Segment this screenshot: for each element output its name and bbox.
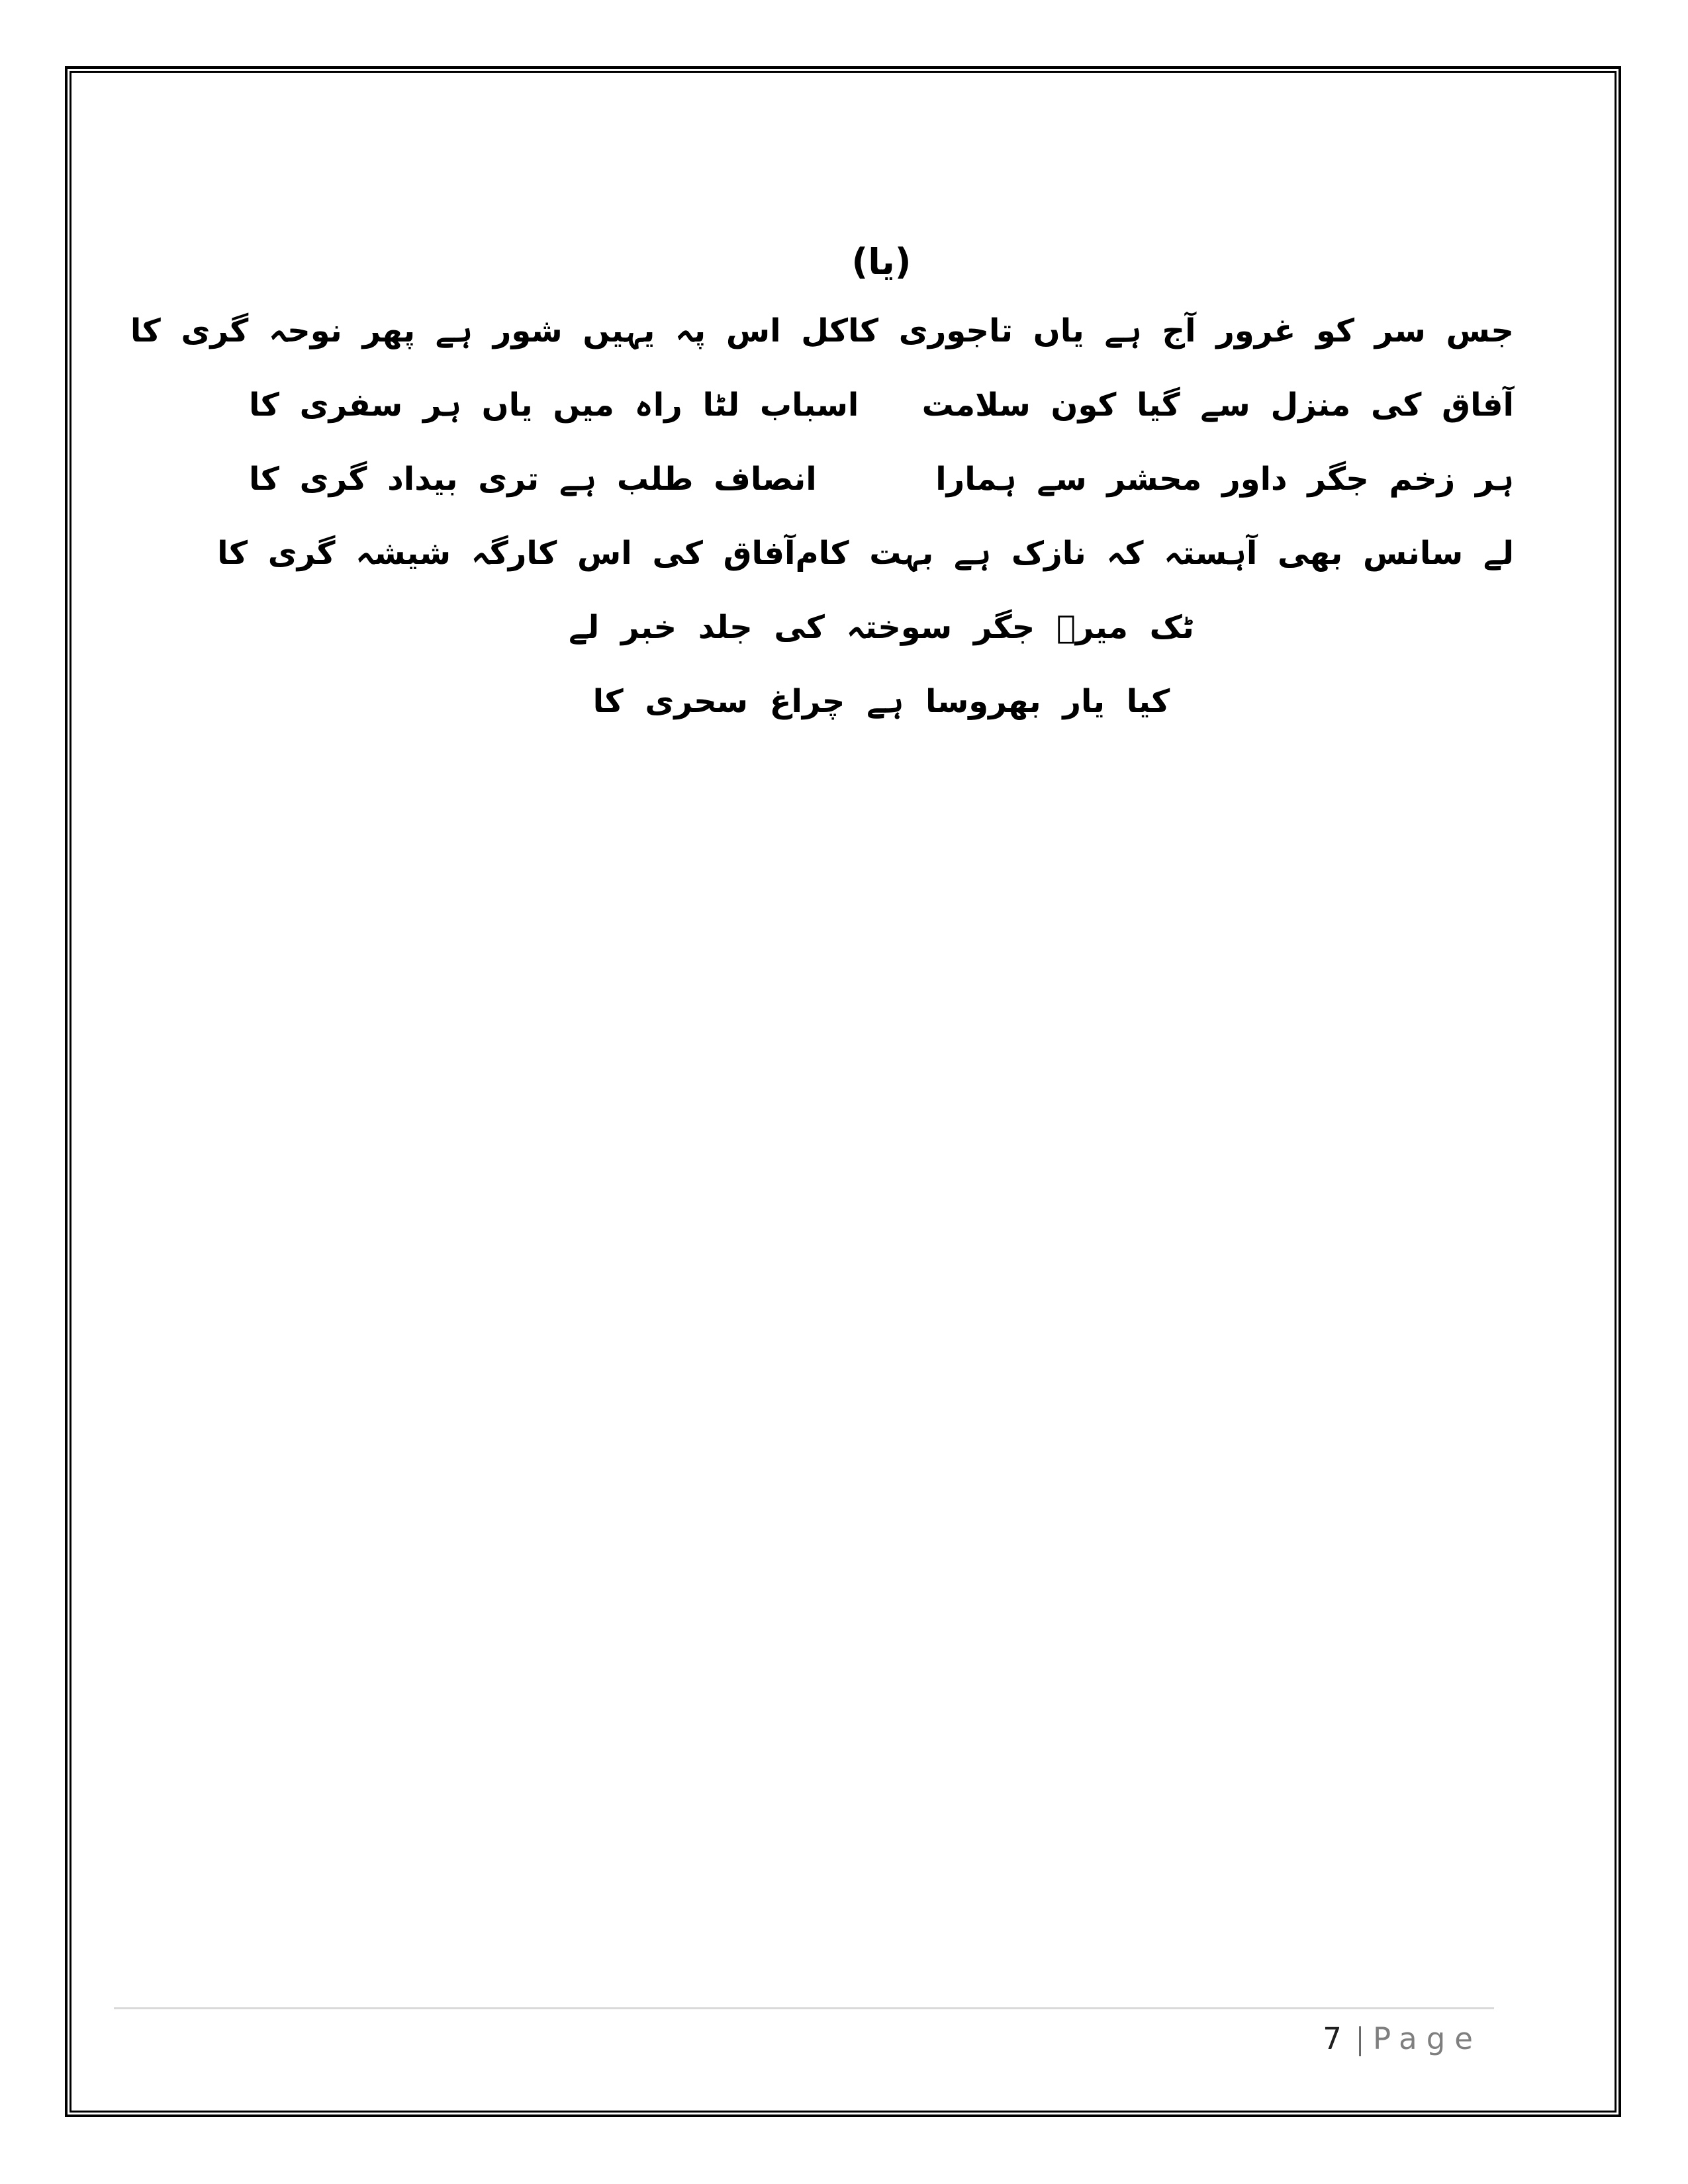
footer-page-label: Page	[1373, 2021, 1482, 2056]
hemistich-second: اسباب لٹا راہ میں یاں ہر سفری کا	[249, 387, 859, 424]
verse-row	[217, 516, 1514, 590]
verse-row	[130, 294, 1514, 368]
hemistich-first: ہر زخم جگر داور محشر سے ہمارا	[935, 461, 1514, 498]
hemistich-first: لے سانس بھی آہستہ کہ نازک ہے بہت کام	[795, 535, 1514, 572]
hemistich-first: آفاق کی منزل سے گیا کون سلامت	[921, 387, 1514, 424]
hemistich-second: انصاف طلب ہے تری بیداد گری کا	[249, 461, 817, 498]
section-title: (یا)	[851, 241, 912, 283]
footer-separator: |	[1354, 2021, 1366, 2056]
closing-line: ٹک میرؔ جگر سوختہ کی جلد خبر لے	[569, 609, 1194, 646]
verse-row	[249, 442, 1514, 516]
page-footer	[1323, 2020, 1482, 2058]
hemistich-first: جس سر کو غرور آج ہے یاں تاجوری کا	[848, 312, 1514, 349]
footer-divider-rule	[114, 2007, 1494, 2009]
verse-row	[249, 368, 1514, 442]
hemistich-second: آفاق کی اس کارگہ شیشہ گری کا	[217, 535, 796, 572]
page-number: 7	[1323, 2021, 1344, 2056]
closing-line: کیا یار بھروسا ہے چراغ سحری کا	[592, 683, 1170, 720]
hemistich-second: کل اس پہ یہیں شور ہے پھر نوحہ گری کا	[130, 312, 849, 349]
poem-block	[130, 230, 1514, 739]
